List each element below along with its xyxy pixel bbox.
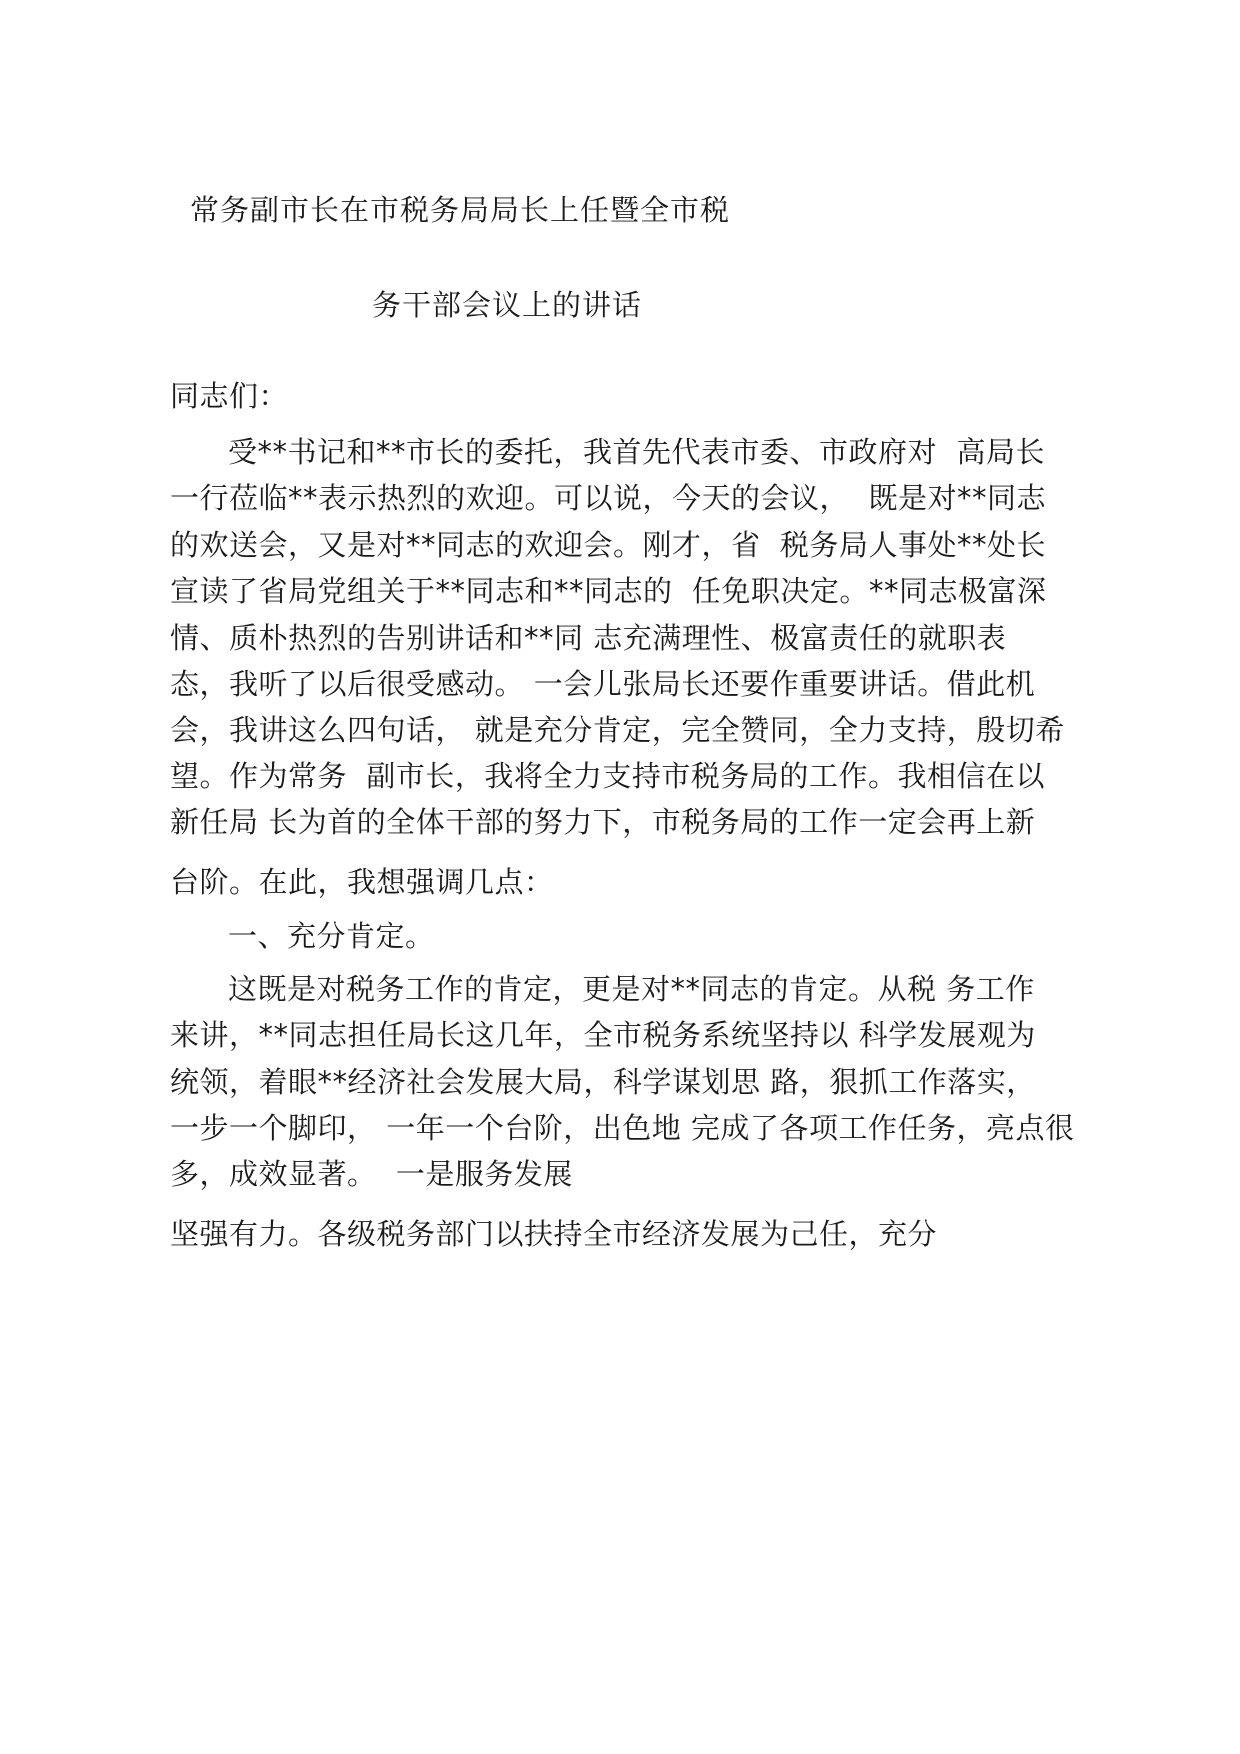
paragraph-2-line: 统领，着眼**经济社会发展大局，科学谋划思 路，狠抓工作落实， bbox=[170, 1065, 1036, 1099]
salutation: 同志们： bbox=[170, 379, 289, 413]
paragraph-1-line: 态，我听了以后很受感动。 一会儿张局长还要作重要讲话。借此机 bbox=[170, 667, 1036, 701]
paragraph-2-line: 坚强有力。各级税务部门以扶持全市经济发展为己任，充分 bbox=[170, 1217, 938, 1251]
paragraph-1-line: 会，我讲这么四句话， 就是充分肯定，完全赞同，全力支持，殷切希 bbox=[170, 713, 1065, 747]
paragraph-1-line: 受**书记和**市长的委托，我首先代表市委、市政府对 高局长 bbox=[228, 435, 1045, 469]
paragraph-1-line: 一行莅临**表示热烈的欢迎。可以说，今天的会议， 既是对**同志 bbox=[170, 481, 1046, 515]
title-line-1: 常务副市长在市税务局局长上任暨全市税 bbox=[190, 193, 731, 227]
paragraph-2-line: 一步一个脚印， 一年一个台阶，出色地 完成了各项工作任务，亮点很 bbox=[170, 1111, 1075, 1145]
paragraph-1-line: 望。作为常务 副市长，我将全力支持市税务局的工作。我相信在以 bbox=[170, 759, 1045, 793]
paragraph-1-line: 宣读了省局党组关于**同志和**同志的 任免职决定。**同志极富深 bbox=[170, 574, 1047, 608]
paragraph-2-line: 多，成效显著。 一是服务发展 bbox=[170, 1157, 573, 1191]
paragraph-2-line: 这既是对税务工作的肯定，更是对**同志的肯定。从税 务工作 bbox=[228, 972, 1035, 1006]
paragraph-1-line: 情、质朴热烈的告别讲话和**同 志充满理性、极富责任的就职表 bbox=[170, 621, 1007, 655]
paragraph-2-line: 来讲，**同志担任局长这几年，全市税务系统坚持以 科学发展观为 bbox=[170, 1018, 1036, 1052]
paragraph-1-line: 的欢送会，又是对**同志的欢迎会。刚才，省 税务局人事处**处长 bbox=[170, 528, 1046, 562]
section-1-heading: 一、充分肯定。 bbox=[228, 919, 435, 953]
title-line-2: 务干部会议上的讲话 bbox=[372, 288, 643, 322]
paragraph-1-line: 台阶。在此，我想强调几点： bbox=[170, 865, 554, 899]
paragraph-1-line: 新任局 长为首的全体干部的努力下，市税务局的工作一定会再上新 bbox=[170, 805, 1036, 839]
